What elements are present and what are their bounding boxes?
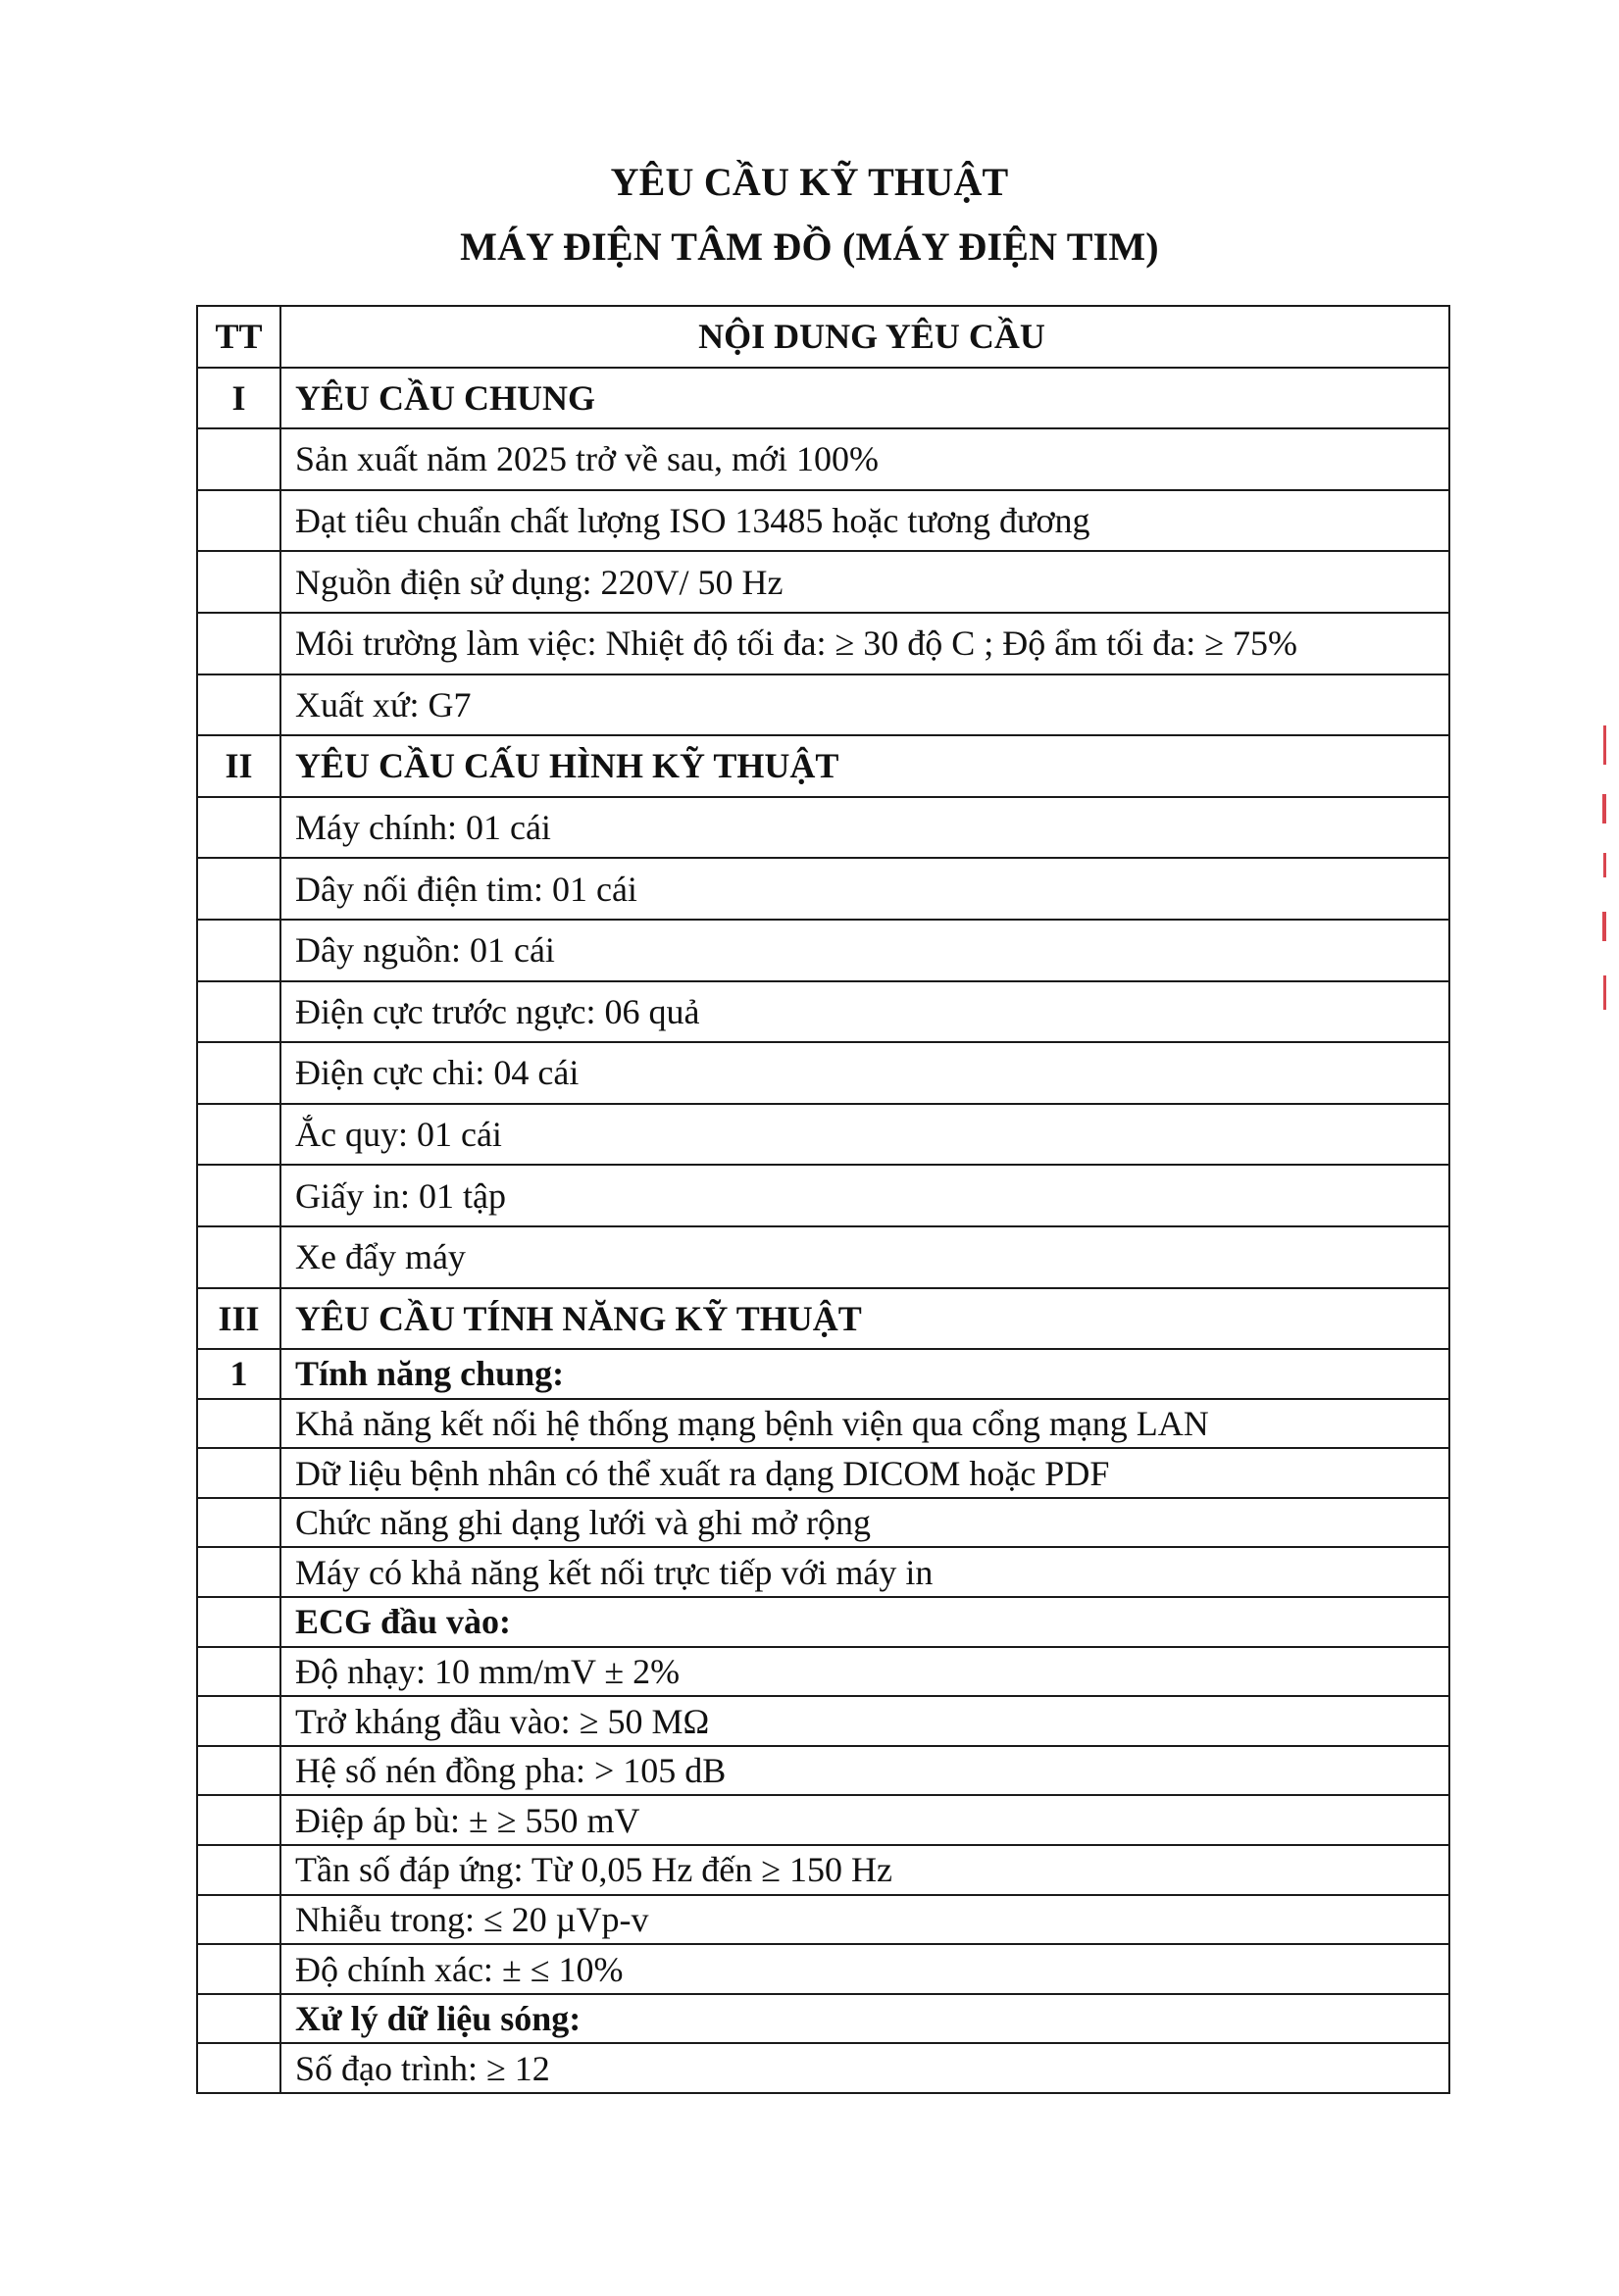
table-row [197, 1845, 1449, 1895]
row-number [197, 1498, 280, 1548]
table-row [197, 1399, 1449, 1449]
requirement-item: Xe đẩy máy [280, 1226, 1449, 1288]
section-heading: YÊU CẦU CẤU HÌNH KỸ THUẬT [280, 735, 1449, 797]
table-row [197, 1288, 1449, 1350]
table-row [197, 1795, 1449, 1845]
section-heading: YÊU CẦU CHUNG [280, 368, 1449, 429]
table-row [197, 1597, 1449, 1647]
table-row [197, 428, 1449, 490]
table-row [197, 1547, 1449, 1597]
stamp-mark-2 [1602, 794, 1606, 824]
requirement-item: Dây nguồn: 01 cái [280, 920, 1449, 981]
stamp-edge-mark [1601, 725, 1609, 1020]
requirement-item: Xuất xứ: G7 [280, 674, 1449, 736]
document-title: YÊU CẦU KỸ THUẬT [610, 160, 1009, 204]
stamp-mark-3 [1603, 853, 1606, 877]
row-number [197, 858, 280, 920]
row-number: 1 [197, 1349, 280, 1399]
requirement-item: Sản xuất năm 2025 trở về sau, mới 100% [280, 428, 1449, 490]
table-row [197, 797, 1449, 859]
subsection-heading: Xử lý dữ liệu sóng: [280, 1994, 1449, 2044]
requirement-item: Giấy in: 01 tập [280, 1165, 1449, 1226]
requirement-item: Đạt tiêu chuẩn chất lượng ISO 13485 hoặc tương đương [280, 490, 1449, 552]
header-content: NỘI DUNG YÊU CẦU [280, 306, 1449, 368]
requirement-item: Điện cực chi: 04 cái [280, 1042, 1449, 1104]
table-row [197, 1746, 1449, 1796]
table-row [197, 1994, 1449, 2044]
table-row [197, 674, 1449, 736]
row-number [197, 920, 280, 981]
requirement-item: Máy chính: 01 cái [280, 797, 1449, 859]
table-row [197, 858, 1449, 920]
document-subtitle: MÁY ĐIỆN TÂM ĐỒ (MÁY ĐIỆN TIM) [460, 225, 1159, 269]
row-number [197, 1399, 280, 1449]
row-number [197, 1042, 280, 1104]
row-number [197, 1226, 280, 1288]
table-row [197, 1944, 1449, 1994]
requirement-item: Chức năng ghi dạng lưới và ghi mở rộng [280, 1498, 1449, 1548]
table-row [197, 1104, 1449, 1166]
row-number [197, 674, 280, 736]
table-row [197, 1498, 1449, 1548]
row-number [197, 1746, 280, 1796]
row-number [197, 1795, 280, 1845]
requirement-item: Độ chính xác: ± ≤ 10% [280, 1944, 1449, 1994]
requirement-item: Dữ liệu bệnh nhân có thể xuất ra dạng DICOM hoặc PDF [280, 1448, 1449, 1498]
row-number [197, 1696, 280, 1746]
table-row [197, 1349, 1449, 1399]
subsection-heading: ECG đầu vào: [280, 1597, 1449, 1647]
row-number [197, 2043, 280, 2093]
table-row [197, 613, 1449, 674]
requirement-item: Môi trường làm việc: Nhiệt độ tối đa: ≥ 30 độ C ; Độ ẩm tối đa: ≥ 75% [280, 613, 1449, 674]
row-number [197, 1547, 280, 1597]
table-row [197, 551, 1449, 613]
requirement-item: Tần số đáp ứng: Từ 0,05 Hz đến ≥ 150 Hz [280, 1845, 1449, 1895]
table-header-row [197, 306, 1449, 368]
table-row [197, 1042, 1449, 1104]
table-row [197, 920, 1449, 981]
row-number [197, 1895, 280, 1945]
requirement-item: Dây nối điện tim: 01 cái [280, 858, 1449, 920]
row-number [197, 1944, 280, 1994]
requirement-item: Số đạo trình: ≥ 12 [280, 2043, 1449, 2093]
row-number [197, 981, 280, 1043]
requirements-table [196, 305, 1450, 2094]
table-row [197, 1165, 1449, 1226]
row-number [197, 1994, 280, 2044]
stamp-mark-4 [1602, 912, 1606, 941]
table-row [197, 1696, 1449, 1746]
table-row [197, 490, 1449, 552]
requirement-item: Nguồn điện sử dụng: 220V/ 50 Hz [280, 551, 1449, 613]
row-number [197, 1448, 280, 1498]
table-row [197, 1226, 1449, 1288]
row-number [197, 797, 280, 859]
table-row [197, 735, 1449, 797]
section-heading: YÊU CẦU TÍNH NĂNG KỸ THUẬT [280, 1288, 1449, 1350]
row-number: I [197, 368, 280, 429]
table-row [197, 1895, 1449, 1945]
row-number [197, 428, 280, 490]
requirement-item: Trở kháng đầu vào: ≥ 50 MΩ [280, 1696, 1449, 1746]
stamp-mark-1 [1603, 725, 1606, 765]
row-number [197, 613, 280, 674]
requirement-item: Ắc quy: 01 cái [280, 1104, 1449, 1166]
row-number [197, 1845, 280, 1895]
header-tt: TT [197, 306, 280, 368]
table-row [197, 368, 1449, 429]
row-number: II [197, 735, 280, 797]
row-number [197, 1597, 280, 1647]
subsection-heading: Tính năng chung: [280, 1349, 1449, 1399]
requirement-item: Độ nhạy: 10 mm/mV ± 2% [280, 1647, 1449, 1697]
row-number [197, 1647, 280, 1697]
stamp-mark-5 [1603, 975, 1606, 1010]
row-number [197, 1104, 280, 1166]
row-number [197, 551, 280, 613]
row-number: III [197, 1288, 280, 1350]
table-row [197, 2043, 1449, 2093]
requirement-item: Điệp áp bù: ± ≥ 550 mV [280, 1795, 1449, 1845]
requirement-item: Khả năng kết nối hệ thống mạng bệnh viện qua cổng mạng LAN [280, 1399, 1449, 1449]
table-row [197, 1647, 1449, 1697]
table-row [197, 981, 1449, 1043]
requirement-item: Máy có khả năng kết nối trực tiếp với máy in [280, 1547, 1449, 1597]
row-number [197, 1165, 280, 1226]
row-number [197, 490, 280, 552]
requirement-item: Hệ số nén đồng pha: > 105 dB [280, 1746, 1449, 1796]
requirement-item: Điện cực trước ngực: 06 quả [280, 981, 1449, 1043]
requirement-item: Nhiễu trong: ≤ 20 µVp-v [280, 1895, 1449, 1945]
table-row [197, 1448, 1449, 1498]
